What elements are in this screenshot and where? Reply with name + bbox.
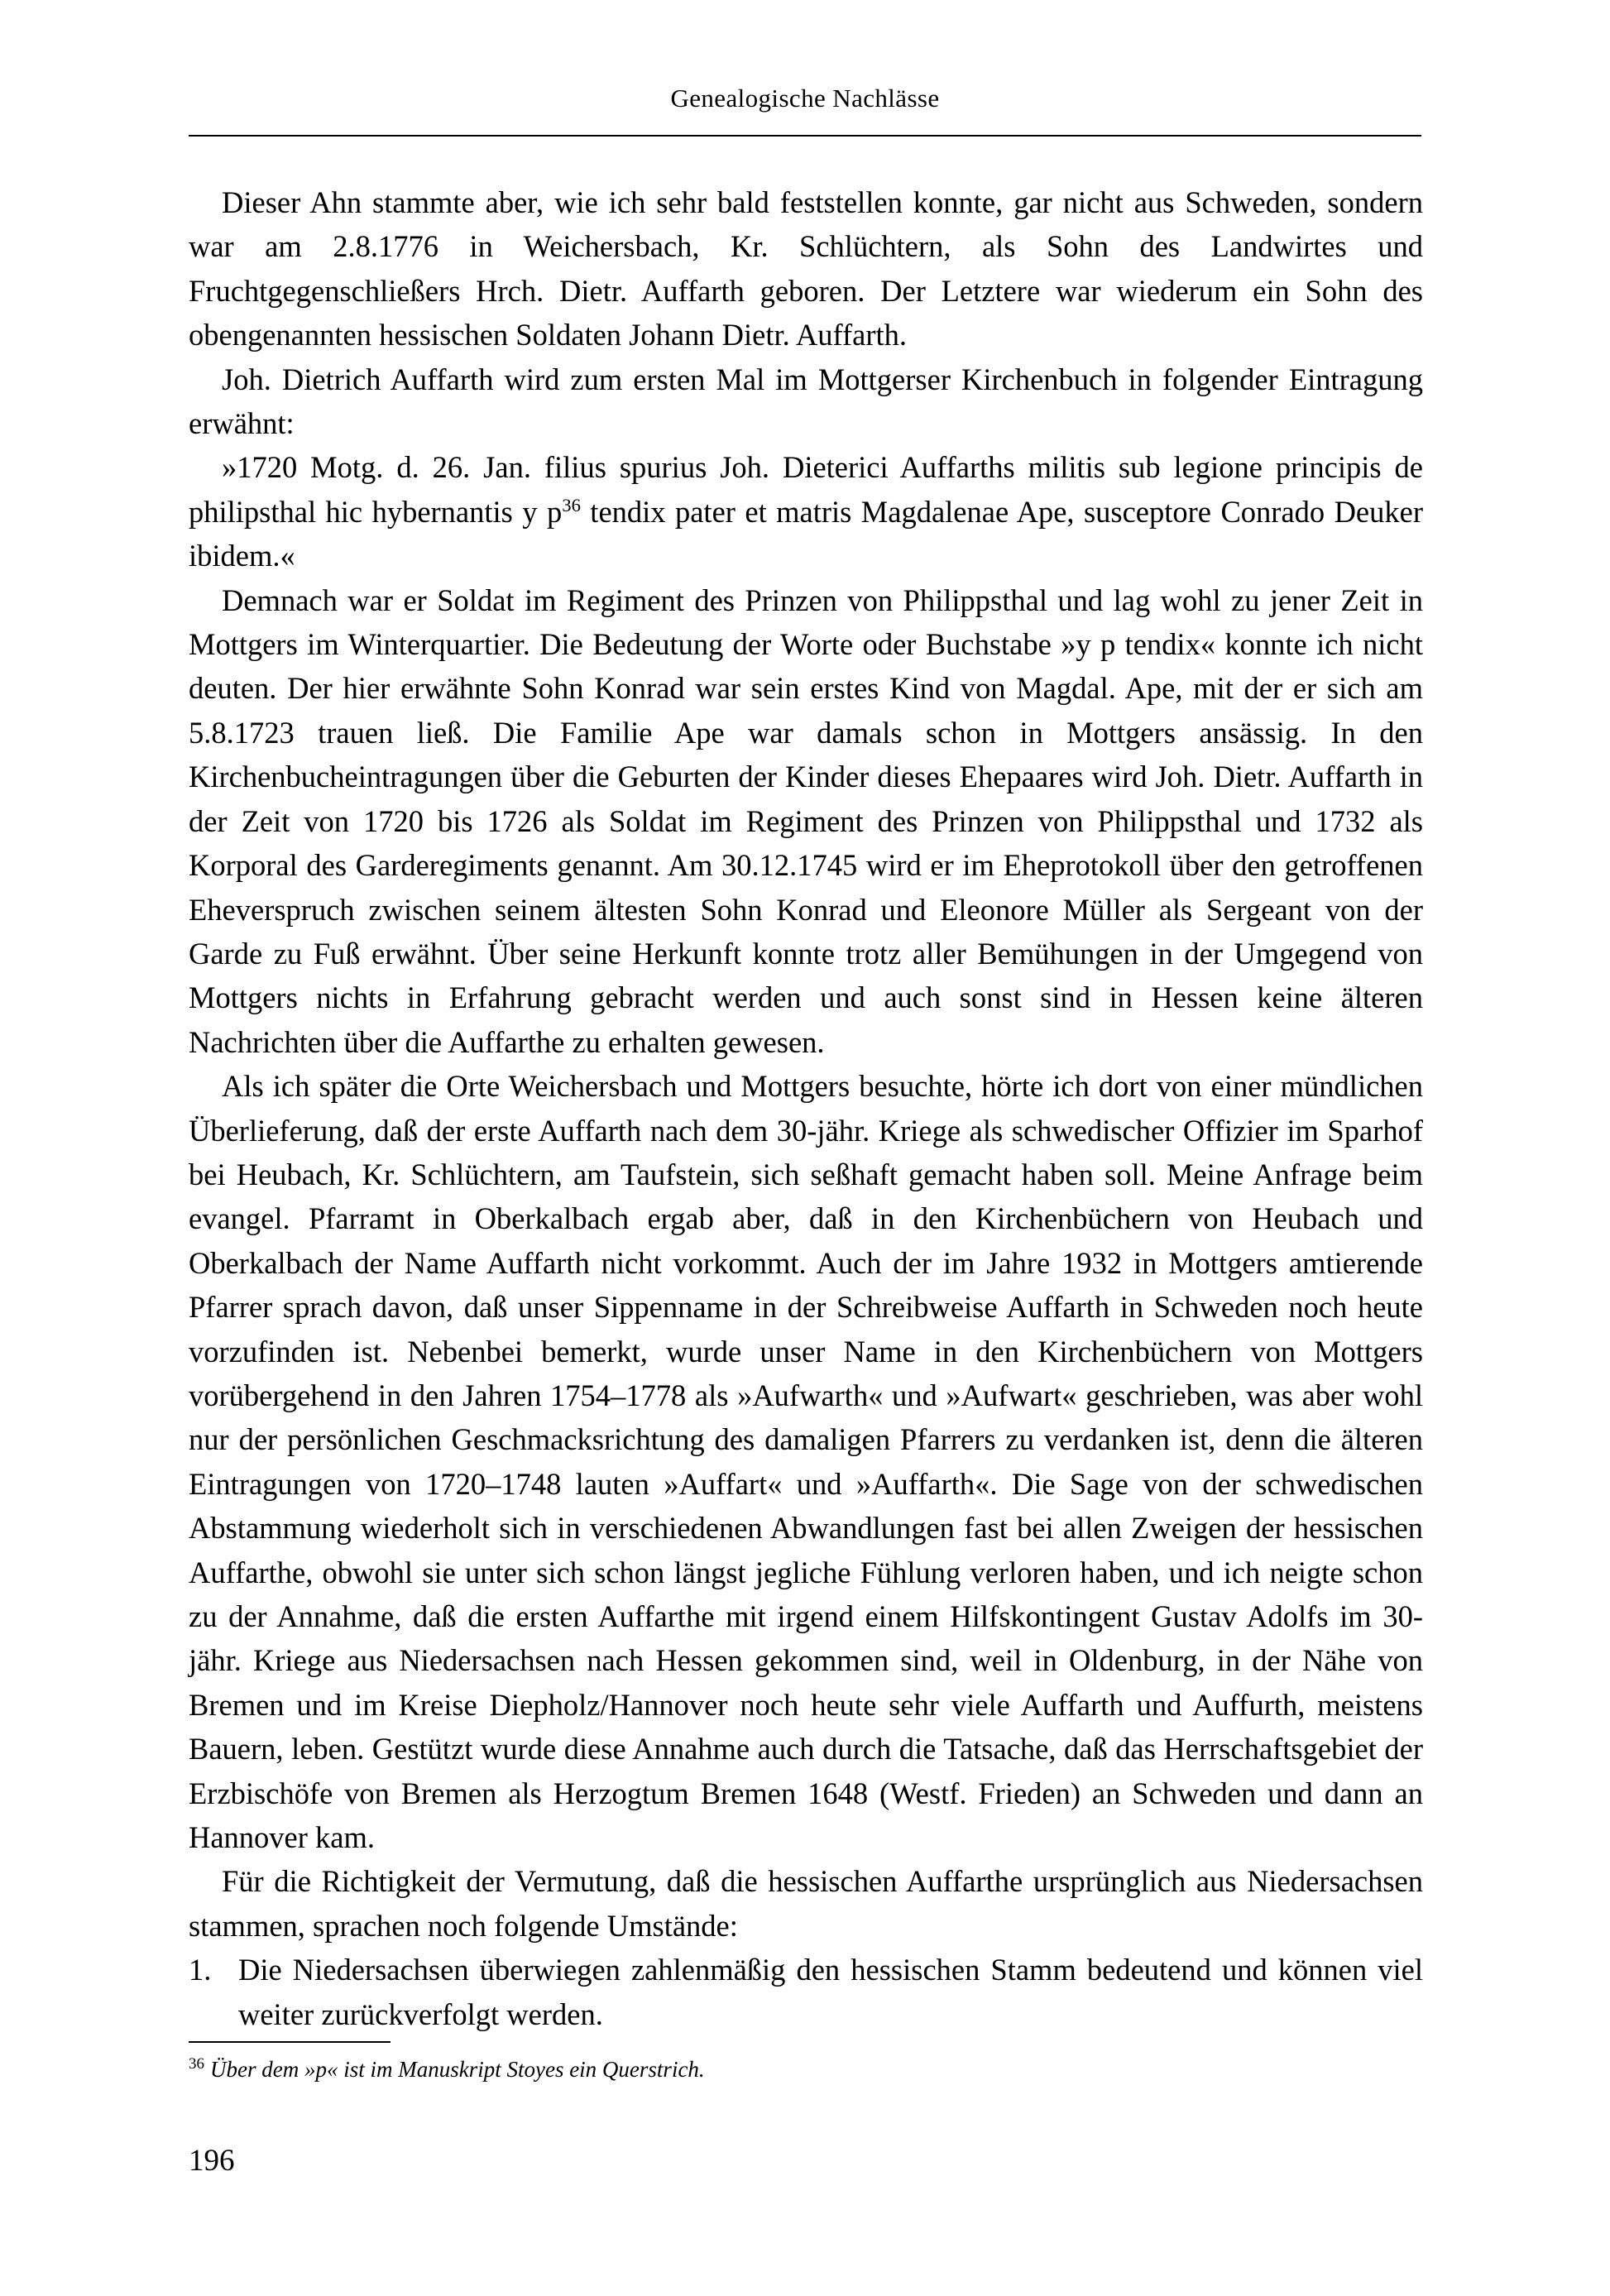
list-item-marker: 1.	[189, 1953, 212, 1987]
paragraph-fuer-die-richtigkeit: Für die Richtigkeit der Vermutung, daß die hessischen Auffarthe ursprünglich aus Niedersachsen stammen, sprachen noch folgende Umstände:	[189, 1864, 1423, 1943]
paragraph-quote-1720	[189, 445, 1423, 578]
list-item-text: Die Niedersachsen überwiegen zahlenmäßig den hessischen Stamm bedeutend und können viel weiter zurückverfolgt werden.	[238, 1953, 1423, 2031]
footnote-36	[189, 2054, 1423, 2085]
header-rule	[189, 135, 1421, 137]
list-item	[189, 1948, 1423, 2036]
paragraph-dieser-ahn: Dieser Ahn stammte aber, wie ich sehr bald feststellen konnte, gar nicht aus Schweden, sondern war am 2.8.1776 in Weichersbach, Kr. Schlüchtern, als Sohn des Landwirtes und Fruchtgegenschließers Hrch. Dietr. Auffarth geboren. Der Letztere war wiederum ein Sohn des obengenannten hessischen Soldaten Johann Dietr. Auffarth.	[189, 185, 1423, 352]
running-head: Genealogische Nachlässe	[670, 84, 940, 113]
page-number: 196	[189, 2144, 235, 2178]
numbered-list	[189, 1948, 1423, 2036]
footnote-reference-36[interactable]: 36	[562, 494, 581, 515]
footnote-text: Über dem »p« ist im Manuskript Stoyes ein Querstrich.	[210, 2057, 705, 2082]
paragraph-als-ich-spaeter: Als ich später die Orte Weichersbach und Mottgers besuchte, hörte ich dort von einer mündlichen Überlieferung, daß der erste Auffarth nach dem 30-jähr. Kriege als schwedischer Offizier im Sparhof bei Heubach, Kr. Schlüchtern, am Taufstein, sich seßhaft gemacht haben soll. Meine Anfrage beim evangel. Pfarramt in Oberkalbach ergab aber, daß in den Kirchenbüchern von Heubach und Oberkalbach der Name Auffarth nicht vorkommt. Auch der im Jahre 1932 in Mottgers amtierende Pfarrer sprach davon, daß unser Sippenname in der Schreibweise Auffarth in Schweden noch heute vorzufinden ist. Nebenbei bemerkt, wurde unser Name in den Kirchenbüchern von Mottgers vorübergehend in den Jahren 1754–1778 als »Aufwarth« und »Aufwart« geschrieben, was aber wohl nur der persönlichen Geschmacksrichtung des damaligen Pfarrers zu verdanken ist, denn die älteren Eintragungen von 1720–1748 lauten »Auffart« und »Auffarth«. Die Sage von der schwedischen Abstammung wiederholt sich in verschiedenen Abwandlungen fast bei allen Zweigen der hessischen Auffarthe, obwohl sie unter sich schon längst jegliche Fühlung verloren haben, und ich neigte schon zu der Annahme, daß die ersten Auffarthe mit irgend einem Hilfskontingent Gustav Adolfs im 30-jähr. Kriege aus Niedersachsen nach Hessen gekommen sind, weil in Oldenburg, in der Nähe von Bremen und im Kreise Diepholz/Hannover noch heute sehr viele Auffarth und Auffurth, meistens Bauern, leben. Gestützt wurde diese Annahme auch durch die Tatsache, daß das Herrschaftsgebiet der Erzbischöfe von Bremen als Herzogtum Bremen 1648 (Westf. Frieden) an Schweden und dann an Hannover kam.	[189, 1069, 1423, 1855]
footnote-separator-rule	[189, 2041, 391, 2043]
quote-text-before-footnote: »1720 Motg. d. 26. Jan. filius spurius Joh. Dieterici Auffarths militis sub legione principis de philipsthal hic hybernantis y p	[189, 450, 1423, 529]
paragraph-demnach: Demnach war er Soldat im Regiment des Prinzen von Philippsthal und lag wohl zu jener Zeit in Mottgers im Winterquartier. Die Bedeutung der Worte oder Buchstabe »y p tendix« konnte ich nicht deuten. Der hier erwähnte Sohn Konrad war sein erstes Kind von Magdal. Ape, mit der er sich am 5.8.1723 trauen ließ. Die Familie Ape war damals schon in Mottgers ansässig. In den Kirchenbucheintragungen über die Geburten der Kinder dieses Ehepaares wird Joh. Dietr. Auffarth in der Zeit von 1720 bis 1726 als Soldat im Regiment des Prinzen von Philippsthal und 1732 als Korporal des Garderegiments genannt. Am 30.12.1745 wird er im Eheprotokoll über den getroffenen Eheverspruch zwischen seinem ältesten Sohn Konrad und Eleonore Müller als Sergeant von der Garde zu Fuß erwähnt. Über seine Herkunft konnte trotz aller Bemühungen in der Umgegend von Mottgers nichts in Erfahrung gebracht werden und auch sonst sind in Hessen keine älteren Nachrichten über die Auffarthe zu erhalten gewesen.	[189, 582, 1423, 1059]
paragraph-joh-dietrich: Joh. Dietrich Auffarth wird zum ersten Mal im Mottgerser Kirchenbuch in folgender Eintragung erwähnt:	[189, 362, 1423, 441]
quote-text-after-footnote: tendix pater et matris Magdalenae Ape, susceptore Conrado Deuker ibidem.«	[189, 494, 1423, 573]
body-text-column	[189, 180, 1423, 2036]
footnote-number: 36	[189, 2055, 204, 2073]
